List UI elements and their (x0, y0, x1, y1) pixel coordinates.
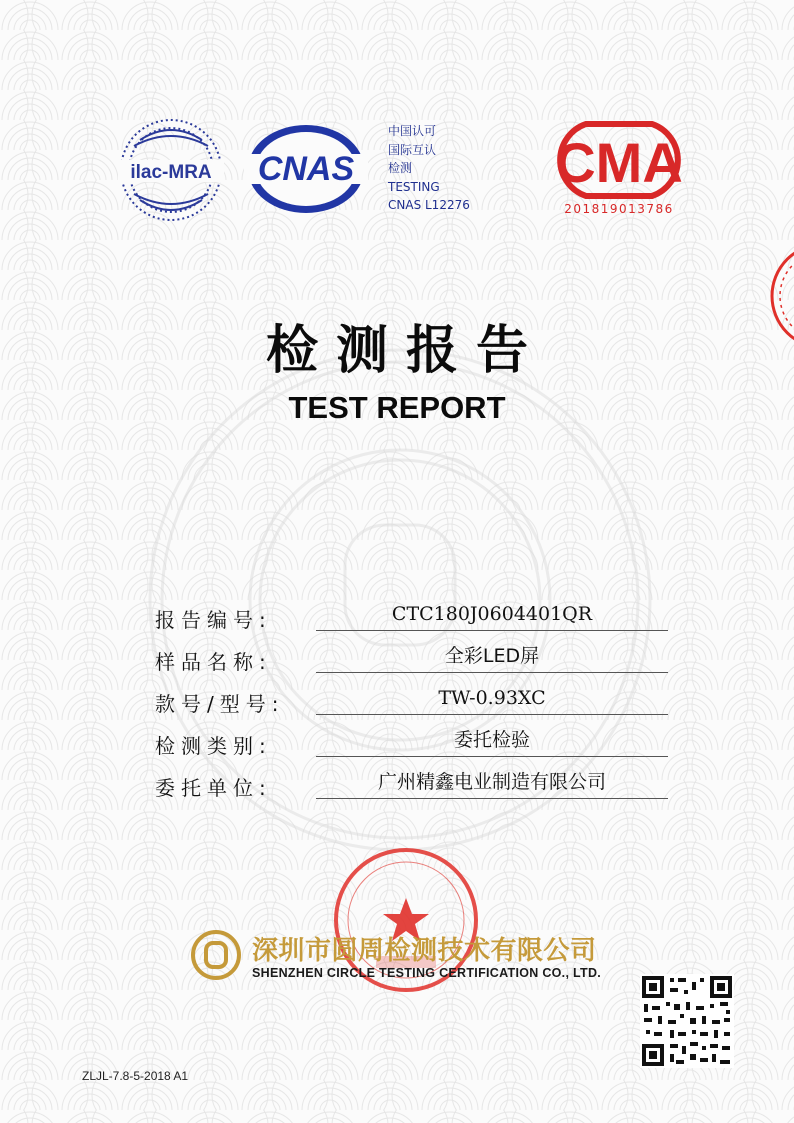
cma-number: 201819013786 (564, 202, 674, 216)
cnas-logo (244, 122, 368, 216)
info-label: 检测类别: (155, 734, 272, 758)
qr-code[interactable] (640, 974, 734, 1068)
ilac-mra-logo (116, 116, 226, 224)
cnas-line: 国际互认 (388, 142, 437, 157)
company-logo (188, 930, 244, 980)
info-value: TW-0.93XC (316, 682, 668, 715)
title-cn: 检测报告 (265, 321, 546, 381)
info-row-sample-name (155, 640, 675, 682)
cnas-line: CNAS L12276 (388, 198, 470, 212)
cnas-line: 中国认可 (388, 124, 437, 138)
info-label: 样品名称: (155, 650, 272, 674)
info-value: 广州精鑫电业制造有限公司 (316, 766, 668, 799)
info-value: 委托检验 (316, 724, 668, 757)
ilac-text: ilac-MRA (130, 162, 212, 183)
form-code: ZLJL-7.8-5-2018 A1 (82, 1069, 189, 1083)
info-value: 全彩LED屏 (316, 640, 668, 673)
info-value: CTC180J0604401QR (316, 598, 668, 631)
cnas-accreditation-text (388, 122, 470, 215)
info-row-client (155, 766, 675, 808)
cnas-line: 检测 (388, 161, 413, 175)
info-row-model (155, 682, 675, 724)
company-name-en: SHENZHEN CIRCLE TESTING CERTIFICATION CO., LTD. (252, 966, 602, 980)
info-row-report-number (155, 598, 675, 640)
title-en: TEST REPORT (288, 390, 506, 425)
info-label: 款号/型号: (155, 692, 285, 716)
cma-text: CMA (555, 131, 683, 194)
info-label: 委托单位: (155, 776, 272, 800)
company-name-cn: 深圳市圆周检测技术有限公司 (252, 936, 597, 966)
cma-logo (546, 118, 692, 202)
info-row-test-type (155, 724, 675, 766)
cnas-line: TESTING (388, 179, 440, 194)
info-label: 报告编号: (155, 608, 272, 632)
cnas-text: CNAS (257, 150, 355, 188)
